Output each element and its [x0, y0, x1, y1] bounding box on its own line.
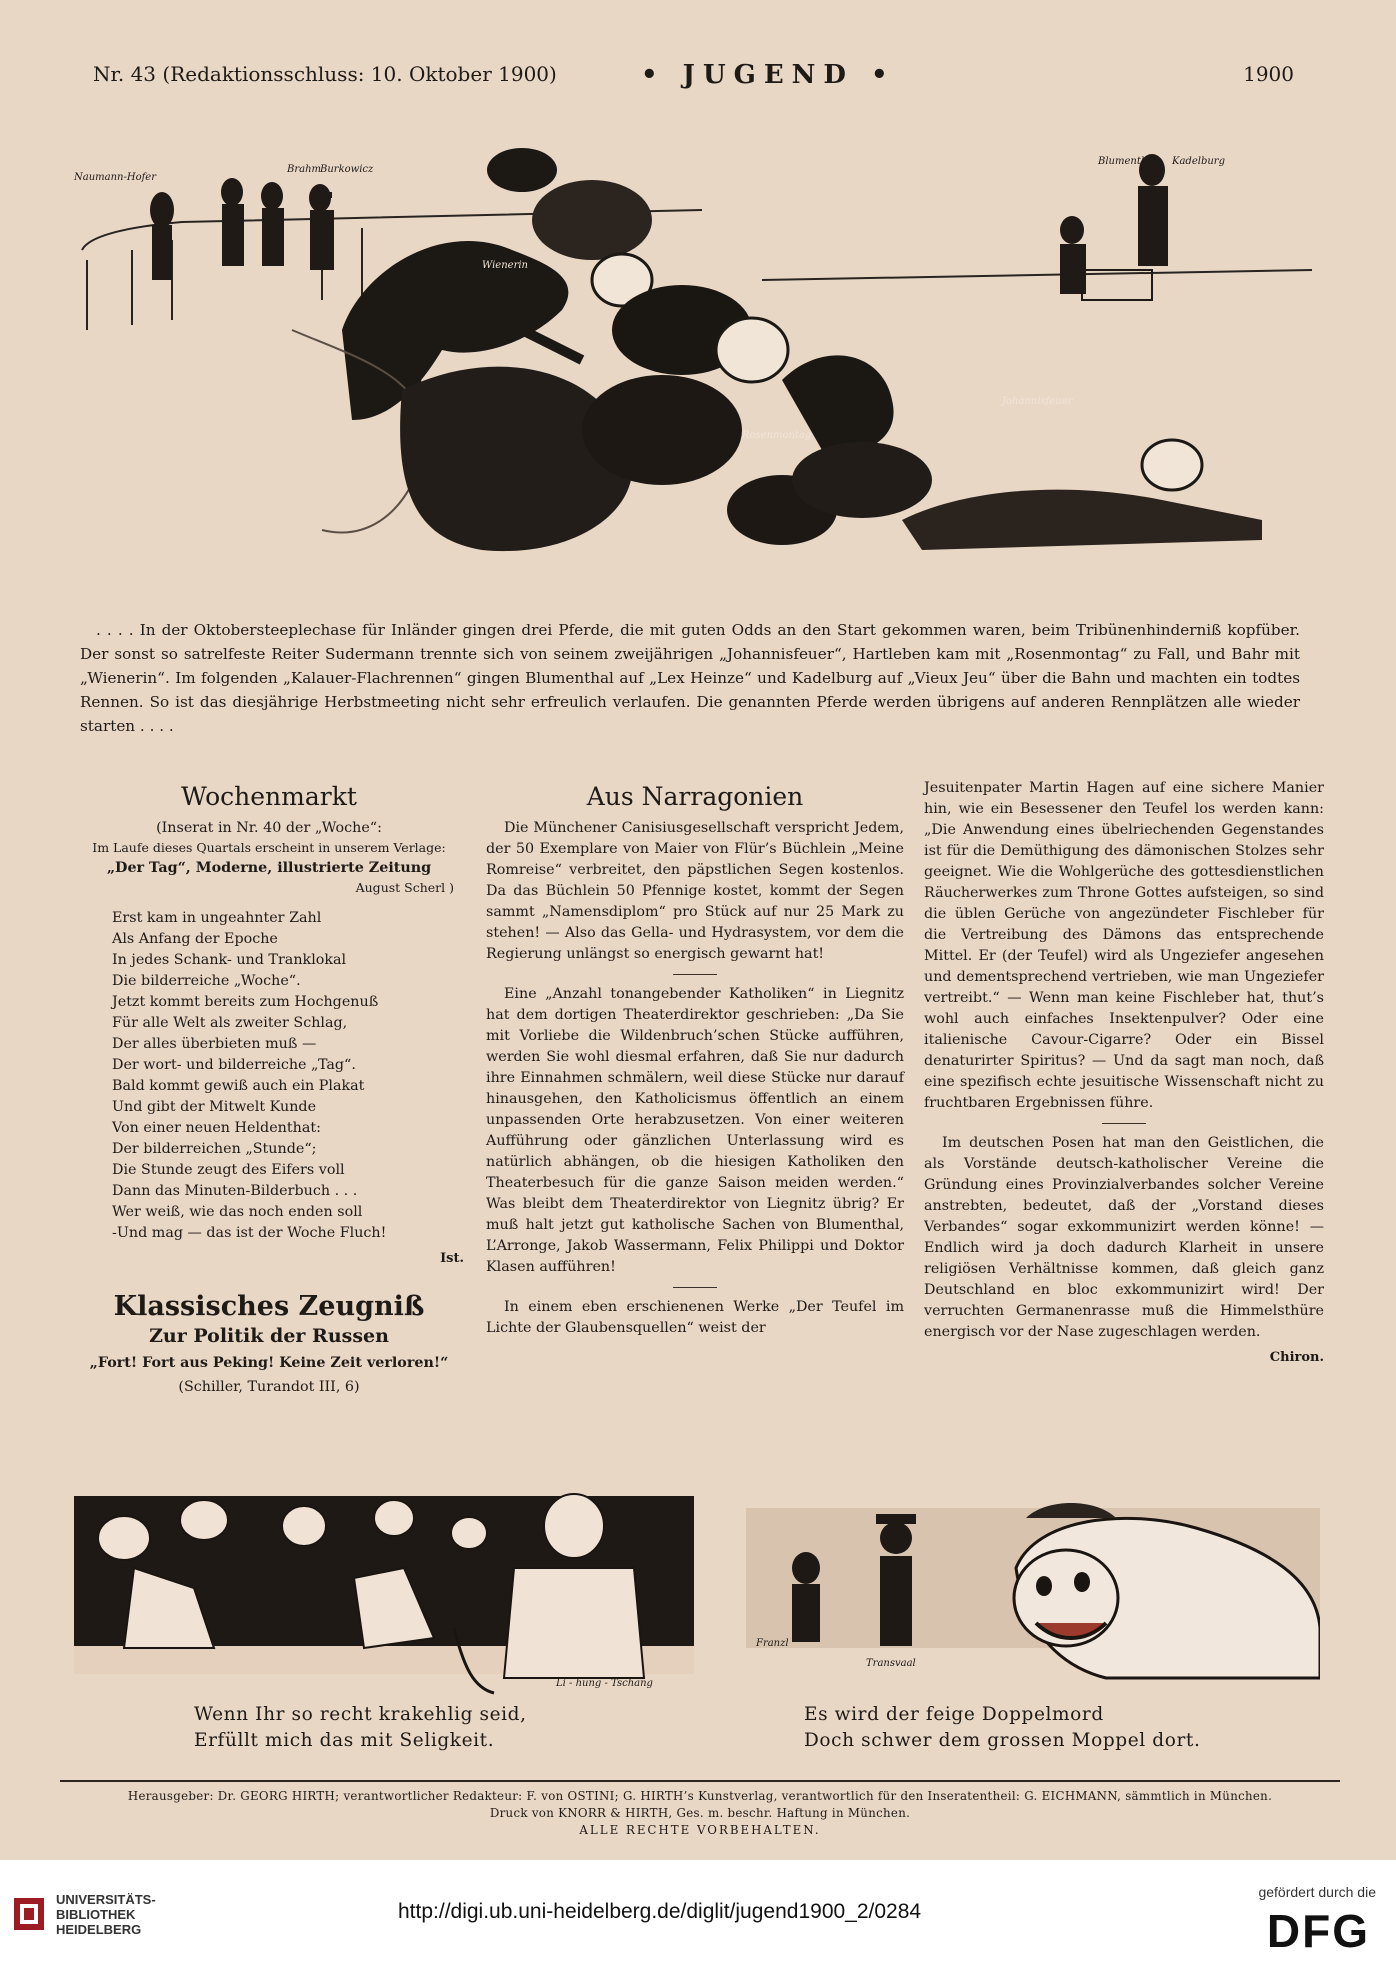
inserat-note: (Inserat in Nr. 40 der „Woche“:: [156, 820, 382, 836]
verse-line: Der wort- und bilderreiche „Tag“.: [112, 1057, 356, 1073]
label-johannisfeuer: Johannisfeuer: [1002, 396, 1073, 407]
label-rosenmontag: Rosenmontag: [742, 430, 812, 441]
poem-line: Doch schwer dem grossen Moppel dort.: [804, 1730, 1201, 1751]
poem-line: Es wird der feige Doppelmord: [804, 1704, 1104, 1725]
narragonien-title: Aus Narragonien: [586, 782, 804, 811]
separator: [673, 974, 717, 975]
poem-left: [194, 1702, 527, 1754]
narragonien-paragraph: Die Münchener Canisiusgesellschaft verspricht Jedem, der 50 Exemplare von Maier von Flür’s Büchlein „Meine Romreise“ verbreitet, den päpstlichen Segen kostenlos. Da das Büchlein 50 Pfennige kostet, kommt der Segen sammt „Namensdiplom“ pro Stück auf nur 25 Mark zu stehen! — Also das Gella- und Hydrasystem, vor dem die Regierung unlängst so energisch gewarnt hat!: [486, 820, 904, 962]
chiron-signature: Chiron.: [1269, 1350, 1324, 1365]
imprint-line: ALLE RECHTE VORBEHALTEN.: [579, 1823, 821, 1837]
label-brahm: Brahm: [287, 164, 322, 175]
label-burkowicz: Burkowicz: [320, 164, 374, 175]
column-wochenmarkt: [74, 782, 464, 1397]
zeugniss-quote: „Fort! Fort aus Peking! Keine Zeit verloren!“: [89, 1355, 449, 1371]
imprint-line: Druck von KNORR & HIRTH, Ges. m. beschr. Haftung in München.: [489, 1806, 911, 1820]
label-transvaal: Transvaal: [866, 1658, 916, 1669]
imprint-rule: [60, 1780, 1340, 1782]
dfg-logo[interactable]: DFG: [1266, 1905, 1370, 1957]
library-name: UNIVERSITÄTS- BIBLIOTHEK HEIDELBERG: [56, 1892, 156, 1937]
verse-line: Erst kam in ungeahnter Zahl: [112, 910, 322, 926]
inserat-line: August Scherl ): [355, 880, 454, 895]
viewer-footer: [0, 1860, 1396, 1966]
narragonien-paragraph: Eine „Anzahl tonangebender Katholiken“ in Liegnitz hat dem dortigen Theaterdirektor geschrieben: „Da Sie mit Vorliebe die Wildenbruch’schen Stücke aufführen, werden Sie wohl diesmal erfahren, daß Sie nur dadurch ihre Einnahmen schmälern, weil diese Stücke nur darauf hinausgehen, den Katholicismus öffentlich an einem unpassenden Orte herabzusetzen. Von einer weiteren Aufführung oder gänzlichen Unterlassung wird es natürlich abhängen, ob die hiesigen Katholiken den Theaterbesuch für die ganze Saison meiden werden.“ Was bleibt dem Theaterdirektor von Liegnitz übrig? Er muß halt jetzt gut katholische Sachen von Blumenthal, L’Arronge, Jakob Wassermann, Felix Philippi und Doktor Klasen aufführen!: [486, 986, 904, 1275]
zeugniss-subtitle: Zur Politik der Russen: [149, 1325, 389, 1347]
imprint: [60, 1788, 1340, 1839]
col3-paragraph: Im deutschen Posen hat man den Geistlichen, die als Vorstände deutsch-katholischer Vereine die Gründung eines Provinzialverbandes solcher Vereine anstrebten, bedeutet, daß der „Vorstand dieses Verbandes“ sogar exkommunizirt werden könne! — Endlich wird ja doch dadurch Klarheit in unsere religiösen Verhältnisse kommen, daß gleich ganz Deutschland en bloc exkommunizirt wird! Der verruchten Germanenrasse muß die Himmelsthüre energisch vor der Nase zugeschlagen werden.: [924, 1135, 1324, 1340]
zeugniss-source: (Schiller, Turandot III, 6): [178, 1379, 360, 1395]
wochenmarkt-title: Wochenmarkt: [181, 782, 357, 811]
verse-line: Dann das Minuten-Bilderbuch . . .: [112, 1183, 358, 1199]
verse-line: Bald kommt gewiß auch ein Plakat: [112, 1078, 365, 1094]
narragonien-paragraph: In einem eben erschienenen Werke „Der Teufel im Lichte der Glaubensquellen“ weist der: [486, 1299, 904, 1336]
verse-line: Jetzt kommt bereits zum Hochgenuß: [112, 994, 379, 1010]
label-kadelburg: Kadelburg: [1172, 156, 1225, 167]
artist-label: Li - hung - Tschang: [556, 1678, 653, 1689]
verse-line: Der alles überbieten muß —: [112, 1036, 317, 1052]
column-three: [924, 778, 1324, 1368]
zeugniss-title: Klassisches Zeugniß: [113, 1291, 425, 1322]
poem-right: [804, 1702, 1200, 1754]
separator: [673, 1287, 717, 1288]
column-narragonien: [486, 782, 904, 1339]
header-issue: Nr. 43 (Redaktionsschluss: 10. Oktober 1900): [93, 62, 557, 86]
verse-line: -Und mag — das ist der Woche Fluch!: [112, 1225, 387, 1241]
page-header: [93, 62, 1294, 94]
imprint-line: Herausgeber: Dr. GEORG HIRTH; verantwortlicher Redakteur: F. von OSTINI; G. HIRTH’s Kunstverlag, verantwortlich für den Inseratentheil: G. EICHMANN, sämmtlich in München.: [127, 1789, 1273, 1803]
header-year: 1900: [1243, 62, 1294, 86]
bulldog-cartoon-right: [746, 1478, 1320, 1696]
permalink-url[interactable]: http://digi.ub.uni-heidelberg.de/diglit/jugend1900_2/0284: [398, 1900, 922, 1923]
boxer-cartoon-left: [74, 1478, 694, 1696]
steeplechase-illustration: [62, 100, 1318, 600]
header-title: • JUGEND •: [641, 60, 896, 90]
wochenmarkt-signature: Ist.: [440, 1251, 464, 1266]
verse-line: Wer weiß, wie das noch enden soll: [112, 1204, 363, 1220]
label-naumann-hofer: Naumann-Hofer: [74, 172, 156, 183]
label-wienerin: Wienerin: [482, 260, 528, 271]
verse-line: Die bilderreiche „Woche“.: [112, 973, 301, 989]
verse-line: Für alle Welt als zweiter Schlag,: [112, 1015, 348, 1031]
verse-line: Die Stunde zeugt des Eifers voll: [112, 1162, 345, 1178]
label-franzl: Franzl: [756, 1638, 789, 1649]
poem-line: Wenn Ihr so recht krakehlig seid,: [194, 1704, 527, 1725]
poem-line: Erfüllt mich das mit Seligkeit.: [194, 1730, 495, 1751]
label-blumenthal: Blumenthal: [1098, 156, 1157, 167]
wochenmarkt-verse: [74, 908, 464, 1244]
verse-line: Der bilderreichen „Stunde“;: [112, 1141, 317, 1157]
inserat-line: „Der Tag“, Moderne, illustrierte Zeitung: [106, 860, 432, 876]
illustration-caption: . . . . In der Oktobersteeplechase für Inländer gingen drei Pferde, die mit guten Odds an den Start gekommen waren, beim Tribünenhinderniß kopfüber. Der sonst so satrelfeste Reiter Sudermann trennte sich von seinem zweijährigen „Johannisfeuer“, Hartleben kam mit „Rosenmontag“ zu Fall, und Bahr mit „Wienerin“. Im folgenden „Kalauer-Flachrennen“ gingen Blumenthal auf „Lex Heinze“ und Kadelburg auf „Vieux Jeu“ über die Bahn und machten ein todtes Rennen. So ist das diesjährige Herbstmeeting nicht sehr erfreulich verlaufen. Die genannten Pferde werden übrigens auf anderen Rennplätzen alle wieder starten . . . .: [80, 621, 1300, 735]
verse-line: In jedes Schank- und Tranklokal: [112, 952, 347, 968]
funded-by-label: gefördert durch die: [1258, 1884, 1376, 1900]
separator: [1102, 1123, 1146, 1124]
verse-line: Von einer neuen Heldenthat:: [112, 1120, 321, 1136]
verse-line: Als Anfang der Epoche: [112, 931, 278, 947]
verse-line: Und gibt der Mitwelt Kunde: [112, 1099, 317, 1115]
university-seal-icon: [12, 1894, 46, 1934]
inserat-line: Im Laufe dieses Quartals erscheint in unserem Verlage:: [92, 840, 446, 855]
col3-paragraph: Jesuitenpater Martin Hagen auf eine sichere Manier hin, wie ein Besessener den Teufel los werden kann: „Die Anwendung eines übelriechenden Gegenstandes ist für die Demüthigung des dämonischen Stolzes sehr geeignet. Wie die Wohlgerüche des gottesdienstlichen Räucherwerkes zum Throne Gottes aufsteigen, so sind die üblen Gerüche von angezündeter Fischleber für die Vertreibung des Dämons das entsprechende Mittel. Er (der Teufel) wird als Ungeziefer angesehen und dementsprechend vertrieben, wie man Ungeziefer vertreibt.“ — Wenn man keine Fischleber hat, thut’s wohl auch einfaches Insektenpulver? Oder eine italienische Cavour-Cigarre? Oder ein Bissel denaturirter Spiritus? — Und da sagt man noch, daß eine spezifisch echte jesuitische Wissenschaft nicht zu fruchtbaren Ergebnissen führe.: [924, 780, 1324, 1111]
